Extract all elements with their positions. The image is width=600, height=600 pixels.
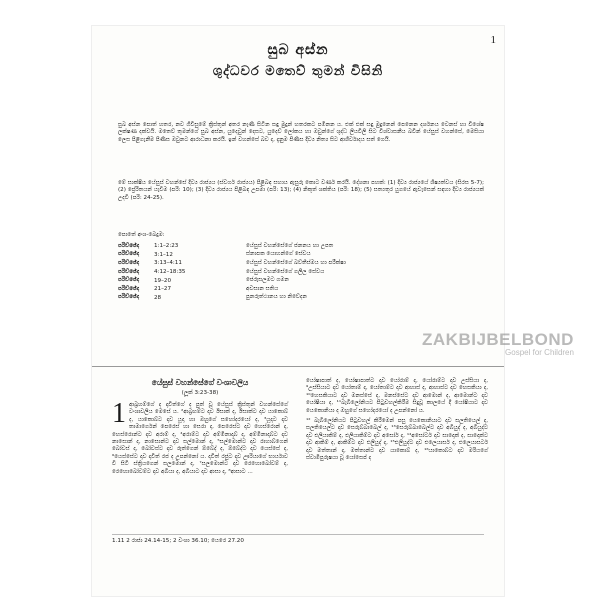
- outline-ref: 4:12–18:35: [154, 269, 186, 276]
- verse-text: ¹² බැබිලෝනියට පිටුවහල් කිරීමෙන් පසු යෙකොනියාට දාව සලතියෙල් ද, සලතියෙල්ට දාව සෙරුබ්බාබෙල් ද, ¹³සෙරුබ්බාබෙල්ට දාව අබියුද් ද, අබියුද්ට දාව එලියාකිම් ද, එලියාකිම්ට දාව අසෝර් ද, ¹⁴අසෝර්ට දාව සාදොක් ද, සාදොක්ට දාව ආකිම් ද, ආකිම්ට දාව එලියුද් ද, ¹⁵එලියුද්ට දාව එලෙයාසර් ද, එලෙයාසර්ට දාව මත්තාන් ද, මත්තාන්ට දාව යාකොබ් ද, ¹⁶යාකොබ්ට දාව මරියගේ ස්වාමිපුරුෂයා වූ යෝසෙප් ද: [306, 418, 488, 462]
- footnote-rule: [112, 534, 484, 535]
- outline-ref: 19–20: [154, 277, 172, 284]
- outline-row: [118, 285, 476, 294]
- intro-paragraph: සුබ අස්න පොත් හතර, නව ගිවිසුමේ ක්‍රිස්තුන් අතර නැණි සිටින සඳු මුදුන් හතරකට පමිනන ය. එක් එක් සඳු මුදුනෙන් පෙනෙන දර්ශනය වෙනස් හා විශේෂ ලක්ෂණ දක්වයි. මතෙව් තුමන්ගේ සුබ අස්න, යුදෙවුන් දෙසට, යුදෙව් ලෝකය හා ඔවුන්ගේ ශුද්ධ ලියවිලි සිට විශ්වාසනීය බවින් යේසුස් වහන්සේ, මෙසියා ලෙස පිළිගැනීම පිණිස ඔවුනට ආරාධනා කරයි. ඉන් වහන්සේ බව ද, දැනුම පිණිස දිව්‍ය නිත්‍ය සිට ආශීර්වාදය සත් ගෙයි.: [118, 122, 484, 143]
- outline-label: පරිච්ඡේද: [118, 294, 140, 301]
- watermark-logo: ZAKBIJBELBOND: [422, 330, 574, 349]
- section-cross-reference: (ලූක් 3:23-38): [181, 390, 219, 396]
- outline-row: [118, 259, 476, 268]
- outline-row: [118, 276, 476, 285]
- outline-ref: 21–27: [154, 286, 172, 293]
- outline-row: [118, 251, 476, 260]
- text-column-left: [112, 398, 288, 476]
- outline-desc: ජෙරුසලමට ගමන: [246, 277, 289, 284]
- outline-desc: යේසුස් වහන්සේගේ බව්තීස්මය හා පරීක්ෂා: [246, 259, 346, 266]
- outline-desc: ස්නාපක යොහන්ගේ සේවය: [246, 251, 311, 258]
- book-title: සුබ අස්න: [267, 42, 329, 58]
- book-subtitle: ශුද්ධවර මතෙව් තුමන් විසිනි: [212, 64, 384, 79]
- outline-label: පරිච්ඡේද: [118, 242, 140, 249]
- text-column-right: [306, 378, 488, 465]
- verse-text: ආබ්‍රහම්ගේ ද දාවිත්ගේ ද පුත් වූ යේසුස් ක්‍රිස්තුන් වහන්සේගේ වංශාවලිය මෙසේ ය. ²ආබ්‍රහම්ට දාව ඊසාක් ද, ඊසාක්ට දාව යාකොබ් ද, යාකොබ්ට දාව යූදා හා ඔහුගේ සහෝදරයෝ ද, ³යූදාට දාව තාමාර්ගෙන් පෙරෙස් හා සෙරා ද, පෙරෙස්ට දාව හෙස්රොන් ද, හෙස්රොන්ට දාව අරාම් ද, ⁴අරාම්ට දාව අම්මිනාදාබ් ද, අම්මිනාදාබ්ට දාව නාසොන් ද, නාසොන්ට දාව සල්මොන් ද, ⁵සල්මොන්ට දාව රාහාබ්ගෙන් බෝවස් ද, බෝවස්ට දාව රූත්ගෙන් ඕබේද් ද, ඕබේද්ට දාව යෙස්සේ ද, ⁶යෙස්සේට දාව දාවිත් රජ ද උපන්නෝ ය. දාවිත් රජුට දාව ඌරියාගේ භාර්යාව වී සිටි ස්ත්‍රියගෙන් සලමොන් ද, ⁷සලමොන්ට දාව රෙහොබෝවම් ද, රෙහොබෝවම්ට දාව අබියා ද, අබියාට දාව ආසා ද, ⁸ආසාට ...: [112, 402, 288, 475]
- outline-desc: යේසුස් වහන්සේගේ ජනනය හා උපත: [246, 242, 334, 249]
- outline-ref: 1:1–2:23: [154, 243, 179, 250]
- outline-table: [118, 242, 476, 302]
- watermark: [422, 330, 574, 357]
- outline-label: පරිච්ඡේද: [118, 259, 140, 266]
- outline-label: පරිච්ඡේද: [118, 277, 140, 284]
- footnote: 1.11 2 රාජා 24.14-15; 2 වංශා 36.10; යෙරෙ 27.20: [112, 538, 244, 544]
- outline-row: [118, 242, 476, 251]
- chapter-number: 1: [112, 398, 126, 429]
- verse-text: යෝෂාපාත් ද, යෝෂාපාත්ට දාව යෝරාම් ද, යෝරාම්ට දාව උස්සියා ද, ⁹උස්සියාට දාව යෝතාම් ද, යෝතාම්ට දාව ආහාස් ද, ආහාස්ට දාව හෙසකියා ද, ¹⁰හෙසකියාට දාව මනස්සේ ද, මනස්සේට දාව ආමොන් ද, ආමොන්ට දාව යෝෂියා ද, ¹¹බැබිලෝනියට පිටුවහල්කිරීම සිදුවූ කාලයේ දී යෝෂියාට දාව යෙකොනියා ද ඔහුගේ සහෝදරයෝ ද උපන්නෝ ය.: [306, 378, 488, 414]
- outline-ref: 3:13–4:11: [154, 260, 182, 267]
- watermark-tagline: Gospel for Children: [505, 348, 574, 357]
- outline-ref: 3:1–12: [154, 251, 173, 258]
- outline-heading: පොතේ අංශ-බෙදුම:: [118, 232, 165, 238]
- outline-label: පරිච්ඡේද: [118, 251, 140, 258]
- outline-row: [118, 268, 476, 277]
- outline-desc: පුනරුත්ථානය හා නිවේදන: [246, 294, 307, 301]
- section-divider: [92, 366, 504, 367]
- outline-label: පරිච්ඡේද: [118, 268, 140, 275]
- intro-paragraph: මේ සාක්ෂිය යේසුස් වහන්සේ දිව්‍ය රාජ්‍යය (ස්වර්ග රාජ්‍යය) පිළිබඳ සහාය ඇසුරු කොට වර්ණ කරයි. දේශනා පහක්: (1) දිව්‍ය රාජ්‍යයේ ශිෂ්‍යත්වය (සිරස 5-7); (2) ප්‍රේරිතයන් යැවීම (පරි: 10); (3) දිව්‍ය රාජ්‍යය පිළිබඳ උපමා (පරි: 13); (4) නිකුත් ශක්තිය (පරි: 18); (5) සත්‍යතුර යුගයේ ඇවැසෙන් සඳහා දිව්‍ය රාජ්‍යයක් උදවී (පරි: 24-25).: [118, 180, 484, 201]
- outline-desc: යේසුස් වහන්සේගේ ගලීල සේවය: [246, 268, 325, 275]
- page-number: 1: [490, 34, 496, 46]
- bible-page: [92, 26, 574, 596]
- outline-desc: අවසාන සතිය: [246, 285, 279, 292]
- outline-label: පරිච්ඡේද: [118, 285, 140, 292]
- outline-ref: 28: [154, 294, 162, 301]
- outline-row: [118, 294, 476, 303]
- section-heading: යේසුස් වහන්සේගේ වංශාවලිය: [151, 378, 249, 387]
